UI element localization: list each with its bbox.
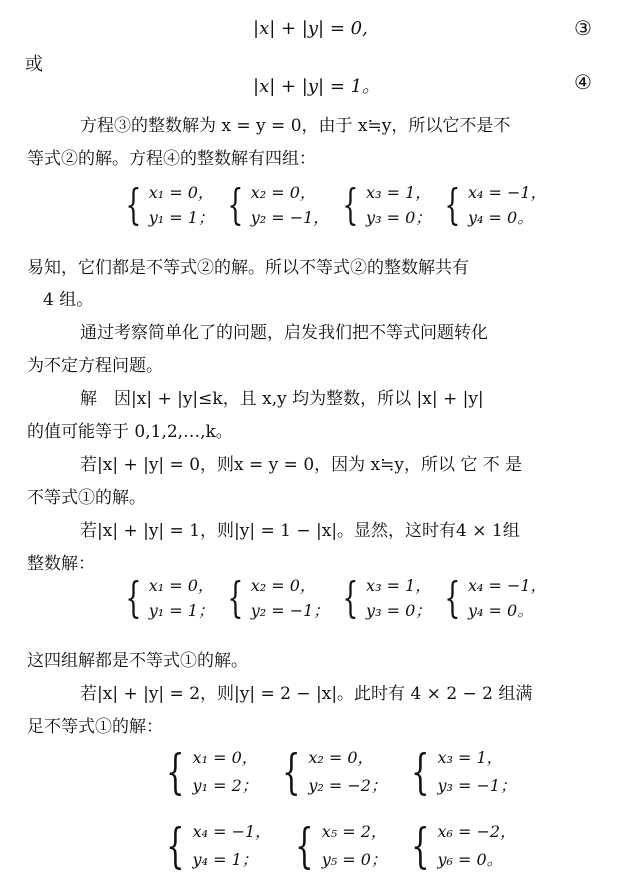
equation-system [160,818,271,874]
x-value: x₁ = 0， [192,748,258,767]
paragraph-line: 通过考察简单化了的问题，启发我们把不等式问题转化 [80,323,488,343]
solution-set-2 [120,573,555,623]
y-value: y₅ = 0； [321,850,387,869]
brace-symbol: { [125,180,142,229]
equation-tag-3: ③ [574,16,592,40]
paragraph-line: 这四组解都是不等式①的解。 [27,651,248,671]
x-value: x₂ = 0， [308,748,374,767]
equation-system [405,744,516,800]
equation-system [289,818,387,874]
equation-system [120,180,214,230]
paragraph-line: 若|x| + |y| = 2，则|y| = 2 − |x|。此时有 4 × 2 − 2 组满 [80,684,533,704]
equation-system [276,744,387,800]
y-value: y₃ = −1； [437,776,517,795]
y-value: y₁ = 2； [192,776,258,795]
equation-3: |x| + |y| = 0, [253,18,368,39]
paragraph-line: 易知，它们都是不等式②的解。所以不等式②的整数解共有 [27,258,469,278]
equation-system [405,818,516,874]
x-value: x₃ = 1， [366,183,432,202]
x-value: x₄ = −1， [468,576,547,595]
brace-symbol: { [227,573,244,622]
brace-symbol: { [444,573,461,622]
y-value: y₁ = 1； [148,208,214,227]
x-value: x₁ = 0， [148,183,214,202]
brace-symbol: { [411,744,430,800]
brace-symbol: { [444,180,461,229]
brace-symbol: { [281,744,301,800]
x-value: x₃ = 1， [366,576,432,595]
equation-system [222,180,329,230]
brace-symbol: { [166,744,185,800]
brace-symbol: { [295,818,314,874]
equation-system [160,744,258,800]
y-value: y₂ = −1， [250,208,330,227]
y-value: y₂ = −2； [308,776,387,795]
brace-symbol: { [166,818,185,874]
equation-system [222,573,329,623]
y-value: y₂ = −1； [250,601,330,620]
x-value: x₁ = 0， [148,576,214,595]
paragraph-line: 方程③的整数解为 x = y = 0，由于 x≒y，所以它不是不 [80,116,511,136]
x-value: x₆ = −2， [437,822,517,841]
equation-4: |x| + |y| = 1。 [253,76,381,97]
brace-symbol: { [342,573,359,622]
paragraph-line: 为不定方程问题。 [27,356,163,376]
solution-set-3 [160,744,534,800]
equation-system [439,180,546,230]
equation-system [337,573,431,623]
paragraph-line: 4 组。 [43,290,94,310]
brace-symbol: { [227,180,244,229]
equation-system [337,180,431,230]
x-value: x₂ = 0， [250,183,316,202]
brace-symbol: { [125,573,142,622]
paragraph-line: 若|x| + |y| = 0，则x = y = 0，因为 x≒y，所以 它 不 是 [80,455,523,475]
paragraph-line: 解 因|x| + |y|≤k，且 x,y 均为整数，所以 |x| + |y| [80,389,484,409]
x-value: x₅ = 2， [321,822,387,841]
solution-set-4 [160,818,534,874]
x-value: x₂ = 0， [250,576,316,595]
y-value: y₁ = 1； [148,601,214,620]
paragraph-line: 足不等式①的解： [27,717,163,737]
equation-system [439,573,546,623]
x-value: x₃ = 1， [437,748,503,767]
paragraph-line: 的值可能等于 0,1,2,…,k。 [27,422,233,442]
brace-symbol: { [411,818,430,874]
or-text: 或 [25,54,43,75]
paragraph-line: 若|x| + |y| = 1，则|y| = 1 − |x|。显然，这时有4 × 1组 [80,521,520,541]
y-value: y₄ = 0。 [468,208,534,227]
paragraph-line: 等式②的解。方程④的整数解有四组： [27,149,316,169]
x-value: x₄ = −1， [468,183,547,202]
brace-symbol: { [342,180,359,229]
solution-set-1 [120,180,555,230]
y-value: y₃ = 0； [366,208,432,227]
equation-system [120,573,214,623]
x-value: x₄ = −1， [192,822,272,841]
paragraph-line: 不等式①的解。 [27,488,146,508]
paragraph-line: 整数解： [27,554,95,574]
y-value: y₄ = 1； [192,850,258,869]
y-value: y₆ = 0。 [437,850,503,869]
equation-tag-4: ④ [574,70,592,94]
y-value: y₄ = 0。 [468,601,534,620]
y-value: y₃ = 0； [366,601,432,620]
